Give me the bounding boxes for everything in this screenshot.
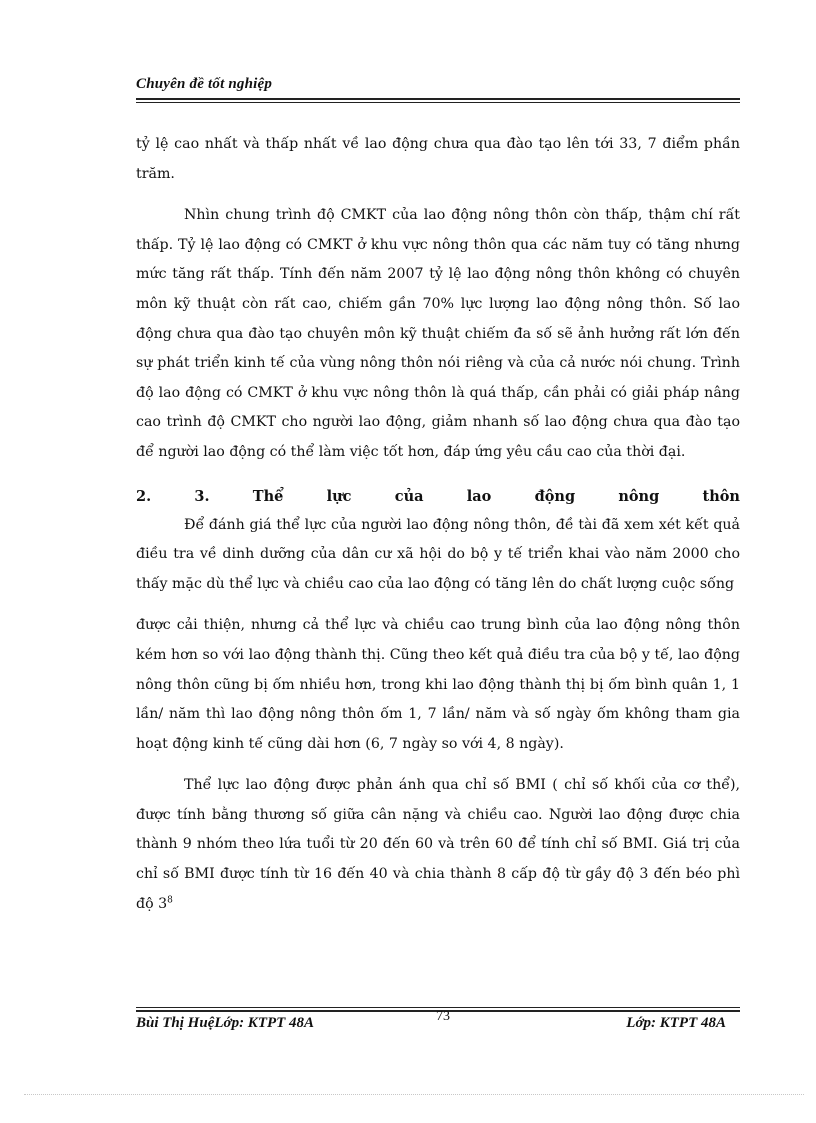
paragraph-continuation: tỷ lệ cao nhất và thấp nhất về lao động chưa qua đào tạo lên tới 33, 7 điểm phần trăm. (136, 136, 740, 182)
header-rule-thick (136, 98, 740, 100)
section-heading-word: lao (466, 487, 492, 505)
paragraph-nutrition-survey-cont: được cải thiện, nhưng cả thể lực và chiều cao trung bình của lao động nông thôn kém hơn so với lao động thành thị. Cũng theo kết quả điều tra của bộ y tế, lao động nông thôn cũng bị ốm nhiều hơn, trong khi lao động thành thị bị ốm bình quân 1, 1 lần/ năm thì lao động nông thôn ốm 1, 7 lần/ năm và số ngày ốm không tham gia hoạt động kinh tế cũng dài hơn (6, 7 ngày so với 4, 8 ngày). (136, 617, 740, 752)
footer-rule (136, 1007, 740, 1008)
header-rule-thin (136, 102, 740, 103)
paragraph-bmi (136, 771, 740, 919)
section-heading-word: động (534, 487, 576, 505)
footer-author: Bùi Thị HuệLớp: KTPT 48A (136, 1015, 315, 1031)
section-heading-word: Thể (252, 487, 284, 505)
document-title: Chuyên đề tốt nghiệp (136, 76, 273, 92)
paragraph-bmi-text: Thể lực lao động được phản ánh qua chỉ số BMI ( chỉ số khối của cơ thể), được tính bằng thương số giữa cân nặng và chiều cao. Người lao động được chia thành 9 nhóm theo lứa tuổi từ 20 đến 60 và trên 60 để tính chỉ số BMI. Giá trị của chỉ số BMI được tính từ 16 đến 40 và chia thành 8 cấp độ từ gầy độ 3 đến béo phì độ 3 (136, 777, 740, 912)
section-number-1: 2. (136, 487, 152, 505)
paragraph-cmkt-summary: Nhìn chung trình độ CMKT của lao động nông thôn còn thấp, thậm chí rất thấp. Tỷ lệ lao động có CMKT ở khu vực nông thôn qua các năm tuy có tăng nhưng mức tăng rất thấp. Tính đến năm 2007 tỷ lệ lao động nông thôn không có chuyên môn kỹ thuật còn rất cao, chiếm gần 70% lực lượng lao động nông thôn. Số lao động chưa qua đào tạo chuyên môn kỹ thuật chiếm đa số sẽ ảnh hưởng rất lớn đến sự phát triển kinh tế của vùng nông thôn nói riêng và của cả nước nói chung. Trình độ lao động có CMKT ở khu vực nông thôn là quá thấp, cần phải có giải pháp nâng cao trình độ CMKT cho người lao động, giảm nhanh số lao động chưa qua đào tạo để người lao động có thể làm việc tốt hơn, đáp ứng yêu cầu cao của thời đại. (136, 207, 740, 460)
section-heading-word: của (394, 487, 424, 505)
page-header (136, 76, 740, 93)
section-heading (136, 482, 740, 511)
footer-class: Lớp: KTPT 48A (626, 1015, 726, 1031)
paragraph-nutrition-survey: Để đánh giá thể lực của người lao động nông thôn, đề tài đã xem xét kết quả điều tra về dinh dưỡng của dân cư xã hội do bộ y tế triển khai vào năm 2000 cho thấy mặc dù thể lực và chiều cao của lao động có tăng lên do chất lượng cuộc sống (136, 516, 740, 592)
section-heading-word: thôn (702, 487, 740, 505)
section-heading-word: lực (326, 487, 352, 505)
section-heading-word: nông (618, 487, 660, 505)
document-body (136, 130, 740, 919)
page-bottom-edge (24, 1094, 804, 1095)
page-footer (136, 1007, 740, 1037)
page-number: 73 (436, 1009, 450, 1024)
footnote-reference[interactable]: 8 (167, 894, 173, 905)
section-number-2: 3. (194, 487, 210, 505)
